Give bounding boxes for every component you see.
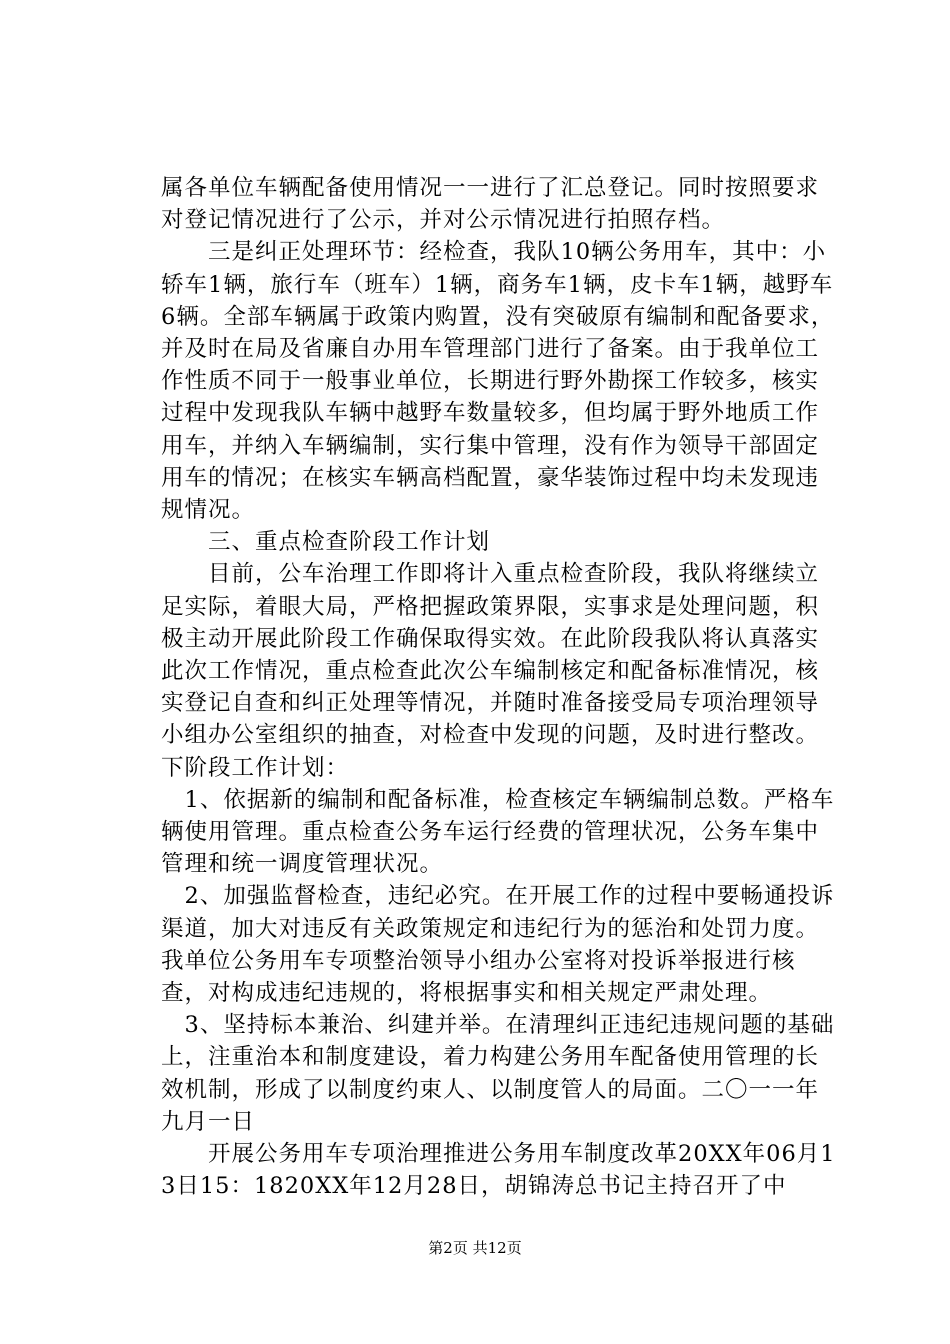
page-footer [0, 1238, 950, 1258]
paragraph-current-status: 目前，公车治理工作即将计入重点检查阶段，我队将继续立足实际，着眼大局，严格把握政策界限，实事求是处理问题，积极主动开展此阶段工作确保取得实效。在此阶段我队将认真落实此次工作情况，重点检查此次公车编制核定和配备标准情况，核实登记自查和纠正处理等情况，并随时准备接受局专项治理领导小组办公室组织的抽查，对检查中发现的问题，及时进行整改。下阶段工作计划： [161, 561, 820, 781]
paragraph-correction: 三是纠正处理环节：经检查，我队10辆公务用车，其中：小轿车1辆，旅行车（班车）1辆，商务车1辆，皮卡车1辆，越野车6辆。全部车辆属于政策内购置，没有突破原有编制和配备要求，并及时在局及省廉自办用车管理部门进行了备案。由于我单位工作性质不同于一般事业单位，长期进行野外勘探工作较多，核实过程中发现我队车辆中越野车数量较多，但均属于野外地质工作用车，并纳入车辆编制，实行集中管理，没有作为领导干部固定用车的情况；在核实车辆高档配置，豪华装饰过程中均未发现违规情况。 [161, 239, 835, 524]
paragraph-reform: 开展公务用车专项治理推进公务用车制度改革20XX年06月13日15：1820XX年12月28日，胡锦涛总书记主持召开了中 [161, 1141, 836, 1200]
document-body [161, 172, 836, 1203]
section-heading-inspection-plan: 三、重点检查阶段工作计划 [161, 529, 491, 556]
list-item-3: 3、坚持标本兼治、纠建并举。在清理纠正违纪违规问题的基础上，注重治本和制度建设，着力构建公务用车配备使用管理的长效机制，形成了以制度约束人、以制度管人的局面。二〇一一年九月一日 [161, 1012, 835, 1135]
page-number: 第2页 共12页 [428, 1239, 522, 1257]
list-item-2: 2、加强监督检查，违纪必究。在开展工作的过程中要畅通投诉渠道，加大对违反有关政策规定和违纪行为的惩治和处罚力度。我单位公务用车专项整治领导小组办公室将对投诉举报进行核查，对构成违纪违规的，将根据事实和相关规定严肃处理。 [161, 883, 835, 1007]
list-item-1: 1、依据新的编制和配备标准，检查核定车辆编制总数。严格车辆使用管理。重点检查公务车运行经费的管理状况，公务车集中管理和统一调度管理状况。 [161, 786, 835, 878]
paragraph-registration: 属各单位车辆配备使用情况一一进行了汇总登记。同时按照要求对登记情况进行了公示，并对公示情况进行拍照存档。 [161, 175, 820, 234]
